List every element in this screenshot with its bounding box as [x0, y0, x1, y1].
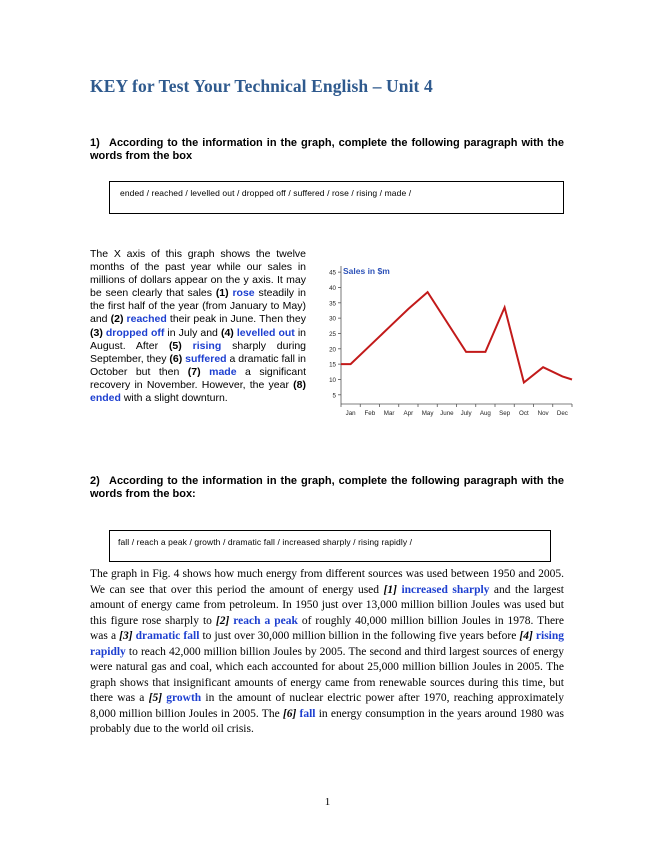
answer-word: growth: [166, 692, 202, 704]
x-tick-label: July: [460, 410, 472, 417]
answer-word: dropped off: [105, 326, 165, 339]
question-1-text: According to the information in the graph, complete the following paragraph with the words from the box: [90, 137, 564, 162]
x-tick-label: June: [440, 410, 454, 417]
blank-marker: (2): [110, 313, 127, 326]
answer-word: reach a peak: [233, 614, 298, 627]
blank-marker: [5]: [148, 692, 163, 704]
paragraph-text: in energy consumption in the years around 1980 was probably due to the world oil crisis.: [90, 707, 564, 735]
question-1-prompt: [90, 137, 564, 163]
x-tick-label: Nov: [537, 410, 549, 417]
paragraph-text: and the largest amount of energy came from petroleum. In 1950 just over 13,000 million billion Joules was used but this figure rose sharply to: [90, 583, 564, 627]
x-tick-label: Oct: [519, 410, 529, 417]
blank-marker: (7): [187, 365, 210, 378]
paragraph-text: in August. After: [90, 326, 306, 352]
y-tick-label: 20: [329, 346, 336, 354]
paragraph-text: in the amount of nuclear electric power after 1970, reaching approximately 8,000 million billion Joules in 2005. The: [90, 692, 564, 720]
blank-marker: (8): [293, 378, 306, 391]
paragraph-text: sharply during September, they: [90, 339, 306, 365]
chart-series-sales: [341, 292, 572, 383]
answer-word: rising: [192, 339, 222, 352]
question-2-text: According to the information in the graph, complete the following paragraph with the words from the box:: [90, 475, 564, 500]
blank-marker: (5): [168, 339, 193, 352]
x-tick-label: Mar: [383, 410, 395, 417]
blank-marker: [4]: [519, 630, 533, 642]
blank-marker: [3]: [119, 630, 133, 642]
paragraph-text: of roughly 40,000 million billion Joules in 1978. There was a: [90, 614, 564, 642]
question-1-number: 1): [90, 137, 100, 149]
chart-ticks: [329, 270, 572, 417]
answer-word: increased sharply: [401, 583, 490, 596]
x-tick-label: Apr: [403, 410, 414, 417]
paragraph-text: with a slight downturn.: [120, 392, 228, 405]
page-title: KEY for Test Your Technical English – Unit 4: [90, 76, 433, 96]
blank-marker: [1]: [383, 583, 397, 596]
x-tick-label: Dec: [556, 410, 568, 417]
y-tick-label: 10: [329, 376, 336, 384]
blank-marker: (3): [90, 326, 106, 339]
answer-word: fall: [299, 707, 316, 720]
answer-word: dramatic fall: [135, 630, 200, 642]
y-tick-label: 5: [332, 392, 336, 400]
question-2-prompt: [90, 475, 564, 501]
blank-marker: [6]: [282, 707, 297, 720]
page-number: 1: [324, 796, 331, 808]
paragraph-text: a dramatic fall in October but then: [90, 352, 307, 378]
paragraph-text: a significant recovery in November. However, the year: [90, 365, 307, 391]
blank-marker: (1): [215, 287, 233, 300]
y-tick-label: 40: [329, 284, 336, 292]
chart-title: Sales in $m: [343, 266, 390, 276]
sales-line: [341, 292, 572, 382]
x-tick-label: Feb: [364, 410, 376, 417]
paragraph-text: to reach 42,000 million billion Joules by 2005. The second and third largest sources of energy were natural gas and coal, which each accounted for about 25,000 million billion Joules in 2005. The graph shows that insignificant amounts of energy came from renewable sources during this time, but there was a: [90, 645, 564, 704]
paragraph-text: steadily in the first half of the year (from January to May) and: [90, 287, 307, 326]
answer-paragraph-1: [90, 248, 306, 405]
question-2-number: 2): [90, 475, 100, 487]
x-tick-label: Aug: [479, 410, 491, 417]
y-tick-label: 45: [329, 269, 336, 277]
x-tick-label: May: [421, 410, 434, 417]
paragraph-text: The X axis of this graph shows the twelve months of the past year while our sales in millions of dollars appear on the y axis. It may be seen clearly that sales: [90, 248, 306, 300]
paragraph-text: their peak in June. Then they: [166, 313, 306, 326]
word-box-2: fall / reach a peak / growth / dramatic fall / increased sharply / rising rapidly /: [109, 530, 551, 562]
x-tick-label: Jan: [345, 410, 356, 417]
sales-line-chart: [320, 260, 578, 420]
blank-marker: [2]: [215, 614, 230, 627]
answer-word: levelled out: [236, 326, 295, 339]
paragraph-text: The graph in Fig. 4 shows how much energy from different sources was used between 1950 and 2005. We can see that over this period the amount of energy used: [90, 568, 564, 596]
answer-word: rising rapidly: [90, 630, 565, 658]
paragraph-text: to just over 30,000 million billion in the following five years before: [199, 630, 520, 642]
answer-word: rose: [232, 287, 255, 300]
answer-word: ended: [90, 392, 121, 405]
y-tick-label: 30: [329, 315, 336, 323]
blank-marker: (4): [220, 326, 237, 339]
answer-word: suffered: [185, 352, 227, 365]
chart-axes: [341, 266, 572, 404]
y-tick-label: 35: [329, 300, 336, 308]
word-box-1: ended / reached / levelled out / dropped off / suffered / rose / rising / made /: [109, 181, 564, 214]
answer-paragraph-2: [90, 567, 564, 738]
answer-word: reached: [126, 313, 167, 326]
x-tick-label: Sep: [499, 410, 511, 417]
y-tick-label: 25: [329, 330, 336, 338]
y-tick-label: 15: [329, 361, 336, 369]
paragraph-text: in July and: [164, 326, 221, 339]
blank-marker: (6): [169, 352, 186, 365]
answer-word: made: [209, 365, 237, 378]
